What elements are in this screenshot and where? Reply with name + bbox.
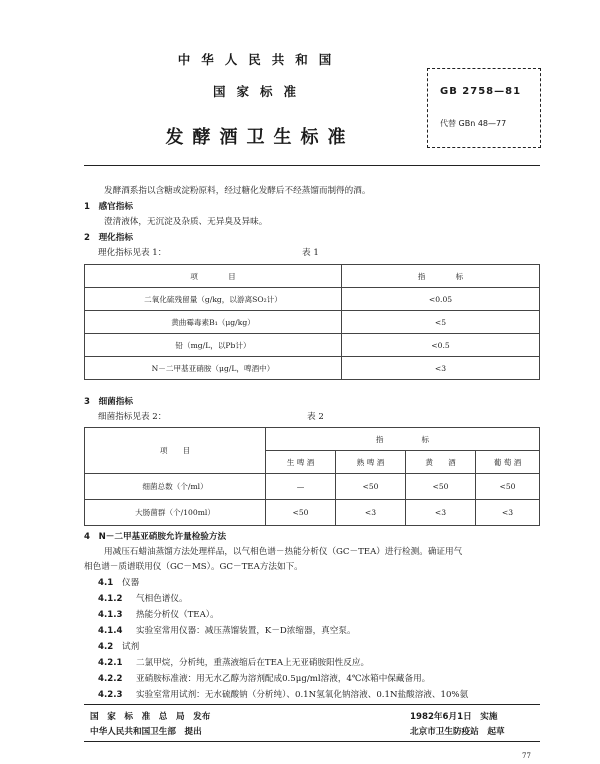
- replaces-standard: 代替 GBn 48—77: [440, 119, 507, 128]
- table-2-header-index: 指 标: [266, 428, 540, 451]
- clause-number: 4.2.2: [98, 674, 123, 684]
- table-2-cell-value: <50: [406, 474, 476, 500]
- section-2-heading: 2 理化指标: [84, 233, 133, 243]
- table-2-header-item: 项 目: [85, 428, 266, 474]
- table-row: [85, 357, 540, 380]
- clause-text: 热能分析仪（TEA）。: [136, 610, 219, 620]
- clause-number: 4.1.2: [98, 594, 123, 604]
- table-2-cell-value: <50: [266, 500, 336, 526]
- table-2-subheader: 葡 萄 酒: [476, 451, 540, 474]
- table-2-subheader: 熟 啤 酒: [336, 451, 406, 474]
- table-row: [85, 334, 540, 357]
- clause-number: 4.2.1: [98, 658, 123, 668]
- clause-number: 4.2: [98, 642, 114, 652]
- clause-number: 4.1.3: [98, 610, 123, 620]
- intro-text: 发酵酒系指以含糖或淀粉原料，经过糖化发酵后不经蒸馏而制得的酒。: [104, 186, 371, 196]
- implementation-date: 1982年6月1日 实施: [410, 712, 498, 722]
- clause-number: 4.2.3: [98, 690, 123, 700]
- table-row: [85, 428, 540, 451]
- clause-text: 气相色谱仪。: [136, 594, 188, 604]
- standard-number-box: [427, 68, 541, 148]
- table-1-header-index: 指 标: [342, 265, 540, 288]
- clause-text: 二氯甲烷，分析纯，重蒸液缩后在TEA上无亚硝胺阳性反应。: [136, 658, 370, 668]
- table-1-cell-value: <5: [342, 311, 540, 334]
- table-row: [85, 474, 540, 500]
- clause-text: 亚硝胺标准液：用无水乙醇为溶剂配成0.5μg/ml溶液，4℃冰箱中保藏备用。: [136, 674, 431, 684]
- table-1-cell-item: 黄曲霉毒素B₁（μg/kg）: [85, 311, 342, 334]
- country-title: 中华人民共和国: [177, 52, 343, 67]
- table-2-cell-value: —: [266, 474, 336, 500]
- table-1-header-item: 项 目: [85, 265, 342, 288]
- table-1-cell-value: <0.5: [342, 334, 540, 357]
- issuer: 国 家 标 准 总 局 发布: [90, 712, 211, 722]
- table-2-cell-value: <3: [476, 500, 540, 526]
- footer-divider-bottom: [84, 741, 540, 742]
- table-1-cell-value: <0.05: [342, 288, 540, 311]
- section-4-paragraph-line-2: 相色谱－质谱联用仪（GC－MS）。GC－TEA方法如下。: [84, 562, 303, 572]
- table-1-caption: 表 1: [302, 248, 319, 258]
- section-3-heading: 3 细菌指标: [84, 397, 133, 407]
- table-row: [85, 288, 540, 311]
- table-2-caption: 表 2: [307, 412, 324, 422]
- table-1-lead: 理化指标见表 1：: [98, 248, 167, 258]
- table-row: [85, 311, 540, 334]
- header-divider: [84, 165, 540, 166]
- clause-text: 实验室常用试剂：无水硫酸钠（分析纯）、0.1N氢氧化钠溶液、0.1N盐酸溶液、10%氨: [136, 690, 469, 700]
- page-number: 77: [522, 752, 531, 760]
- section-4-paragraph-line-1: 用减压石蜡油蒸馏方法处理样品，以气相色谱－热能分析仪（GC－TEA）进行检测。确证用气: [104, 547, 463, 557]
- page-title: 发酵酒卫生标准: [165, 127, 355, 148]
- drafter: 北京市卫生防疫站 起草: [410, 727, 505, 737]
- table-2-cell-item: 细菌总数（个/ml）: [85, 474, 266, 500]
- table-2-subheader: 生 啤 酒: [266, 451, 336, 474]
- table-1-cell-value: <3: [342, 357, 540, 380]
- table-2-subheader: 黄 酒: [406, 451, 476, 474]
- table-2-cell-value: <50: [476, 474, 540, 500]
- table-1-cell-item: N－二甲基亚硝胺（μg/L，啤酒中）: [85, 357, 342, 380]
- table-1: [84, 264, 540, 380]
- clause-number: 4.1.4: [98, 626, 123, 636]
- table-2-cell-value: <3: [406, 500, 476, 526]
- table-row: [85, 265, 540, 288]
- footer-divider-top: [84, 704, 540, 705]
- clause-text: 实验室常用仪器：减压蒸馏装置，K－D浓缩器，真空泵。: [136, 626, 356, 636]
- table-2-cell-item: 大肠菌群（个/100ml）: [85, 500, 266, 526]
- clause-text: 试剂: [122, 642, 140, 652]
- standard-type: 国家标准: [212, 84, 307, 99]
- section-1-heading: 1 感官指标: [84, 202, 133, 212]
- table-1-cell-item: 二氧化硫残留量（g/kg，以游离SO₂计）: [85, 288, 342, 311]
- clause-number: 4.1: [98, 578, 114, 588]
- table-2-cell-value: <50: [336, 474, 406, 500]
- section-4-heading: 4 N－二甲基亚硝胺允许量检验方法: [84, 532, 227, 542]
- standard-number: GB 2758—81: [440, 86, 522, 97]
- table-row: [85, 500, 540, 526]
- section-1-text: 澄清液体，无沉淀及杂质、无异臭及异味。: [104, 217, 268, 227]
- table-1-cell-item: 铅（mg/L，以Pb计）: [85, 334, 342, 357]
- table-2-lead: 细菌指标见表 2：: [98, 412, 167, 422]
- clause-text: 仪器: [122, 578, 140, 588]
- table-2: [84, 427, 540, 526]
- table-2-cell-value: <3: [336, 500, 406, 526]
- proposer: 中华人民共和国卫生部 提出: [90, 727, 202, 737]
